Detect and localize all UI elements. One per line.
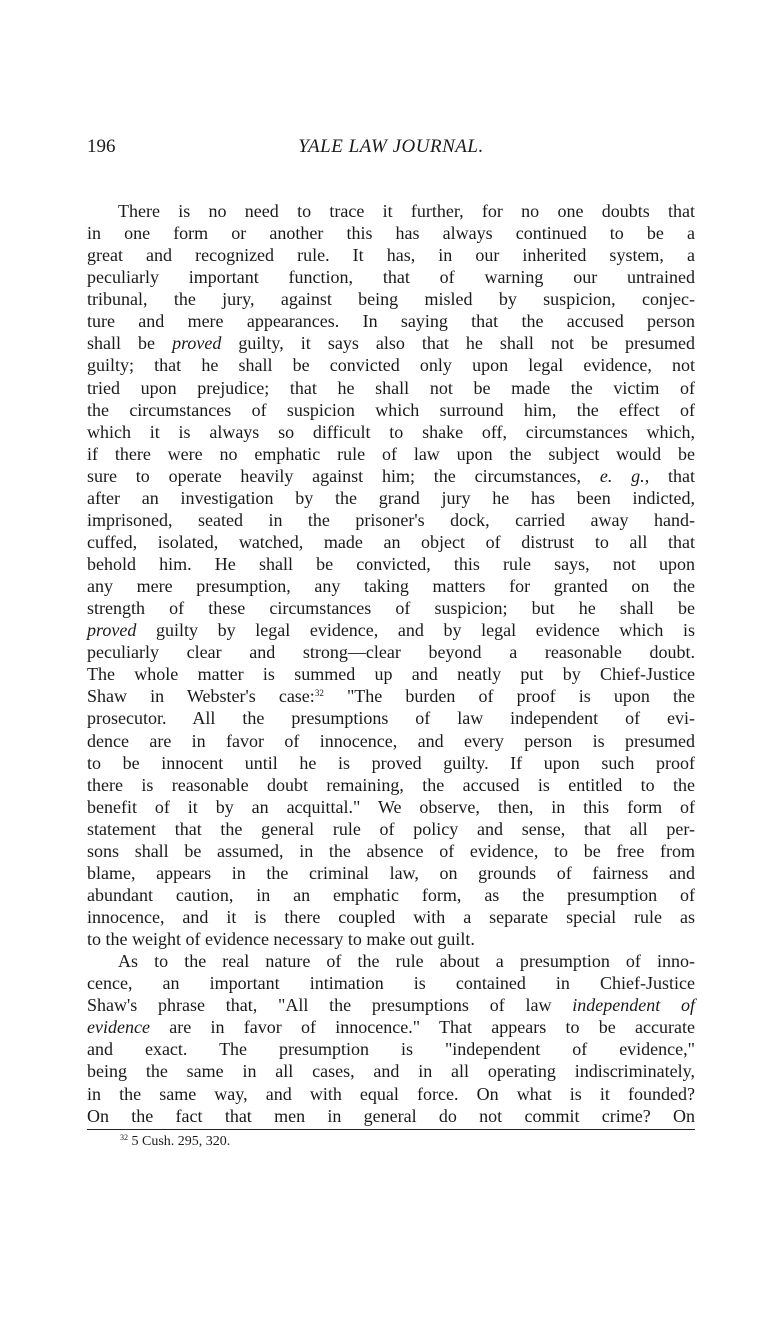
text-run: guilty, it says also that he shall not be presumed <box>221 333 695 354</box>
text-line <box>87 288 695 310</box>
text-line <box>87 994 695 1016</box>
text-run: guilty; that he shall be convicted only upon legal evidence, not <box>87 355 695 376</box>
text-line <box>87 928 695 950</box>
text-line <box>87 597 695 619</box>
italic-text: proved <box>172 333 222 354</box>
text-line <box>87 509 695 531</box>
text-line <box>87 840 695 862</box>
text-run: statement that the general rule of policy and sense, that all per- <box>87 818 695 839</box>
footnote-marker: 32 <box>120 1133 128 1142</box>
text-line <box>87 421 695 443</box>
text-run: to the weight of evidence necessary to make out guilt. <box>87 929 475 950</box>
text-line <box>87 1060 695 1082</box>
text-run: prosecutor. All the presumptions of law independent of evi- <box>87 708 695 729</box>
text-line <box>87 553 695 575</box>
text-line <box>87 377 695 399</box>
text-line <box>87 796 695 818</box>
page-number: 196 <box>87 136 116 157</box>
text-line <box>87 244 695 266</box>
text-line <box>87 1083 695 1105</box>
text-run: blame, appears in the criminal law, on grounds of fairness and <box>87 862 695 883</box>
text-run: to be innocent until he is proved guilty. If upon such proof <box>87 752 695 773</box>
text-run: behold him. He shall be convicted, this rule says, not upon <box>87 554 695 574</box>
text-run: the circumstances of suspicion which surround him, the effect of <box>87 399 695 420</box>
text-run: , that <box>644 465 695 486</box>
text-run: peculiarly clear and strong—clear beyond a reasonable doubt. <box>87 642 695 663</box>
italic-text: proved <box>87 620 137 641</box>
text-run: tried upon prejudice; that he shall not be made the victim of <box>87 377 695 398</box>
text-line <box>87 641 695 663</box>
text-run: Shaw in Webster's case: <box>87 686 315 707</box>
text-run: As to the real nature of the rule about a presumption of inno- <box>118 951 695 972</box>
text-run: peculiarly important function, that of warning our untrained <box>87 267 695 288</box>
text-run: sure to operate heavily against him; the circumstances, <box>87 465 600 486</box>
text-line <box>87 730 695 752</box>
text-line <box>87 1038 695 1060</box>
text-line <box>87 1105 695 1127</box>
text-run: dence are in favor of innocence, and every person is presumed <box>87 730 695 751</box>
text-line <box>87 310 695 332</box>
text-run: sons shall be assumed, in the absence of evidence, to be free from <box>87 840 695 861</box>
text-run: strength of these circumstances of suspicion; but he shall be <box>87 598 695 619</box>
italic-text: e. g. <box>599 465 645 486</box>
text-run: innocence, and it is there coupled with a separate special rule as <box>87 907 695 927</box>
text-line <box>87 222 695 244</box>
text-run: in the same way, and with equal force. On what is it founded? <box>87 1083 695 1104</box>
text-run: there is reasonable doubt remaining, the accused is entitled to the <box>87 774 695 795</box>
text-line <box>87 685 695 707</box>
running-header <box>87 136 695 160</box>
text-line <box>87 818 695 840</box>
text-run: On the fact that men in general do not commit crime? On <box>87 1105 695 1126</box>
text-line <box>87 774 695 796</box>
text-run: The whole matter is summed up and neatly put by Chief-Justice <box>87 664 695 685</box>
text-run: any mere presumption, any taking matters for granted on the <box>87 576 695 597</box>
footnote-reference: 32 <box>314 688 324 699</box>
text-line <box>87 399 695 421</box>
text-line <box>87 752 695 774</box>
text-line <box>87 1016 695 1038</box>
text-line <box>87 972 695 994</box>
text-line <box>87 531 695 553</box>
text-run: which it is always so difficult to shake off, circumstances which, <box>87 421 695 442</box>
text-run: in one form or another this has always continued to be a <box>87 223 695 244</box>
text-run: benefit of it by an acquittal." We observe, then, in this form of <box>87 796 695 817</box>
italic-text: independent of <box>572 995 695 1016</box>
text-run: "The burden of proof is upon the <box>323 686 695 707</box>
text-run: great and recognized rule. It has, in our inherited system, a <box>87 245 695 266</box>
footnote-divider <box>87 1129 695 1130</box>
text-run: imprisoned, seated in the prisoner's dock, carried away hand- <box>87 509 695 530</box>
text-run: and exact. The presumption is "independent of evidence," <box>87 1039 695 1060</box>
text-line <box>87 884 695 906</box>
text-run: if there were no emphatic rule of law upon the subject would be <box>87 443 695 464</box>
text-line <box>87 487 695 509</box>
text-line <box>87 443 695 465</box>
text-line <box>87 619 695 641</box>
text-line <box>87 266 695 288</box>
text-run: being the same in all cases, and in all operating indiscriminately, <box>87 1061 695 1082</box>
text-line <box>87 707 695 729</box>
text-line <box>87 354 695 376</box>
text-run: Shaw's phrase that, "All the presumptions of law <box>87 995 573 1016</box>
text-line <box>87 200 695 222</box>
text-line <box>87 575 695 597</box>
text-run: cuffed, isolated, watched, made an object of distrust to all that <box>87 531 695 552</box>
text-run: after an investigation by the grand jury he has been indicted, <box>87 487 695 508</box>
text-line <box>87 332 695 354</box>
body-text <box>87 200 695 1127</box>
text-run: There is no need to trace it further, for no one doubts that <box>118 201 695 221</box>
text-run: are in favor of innocence." That appears to be accurate <box>149 1017 695 1038</box>
text-run: tribunal, the jury, against being misled by suspicion, conjec- <box>87 289 695 310</box>
text-line <box>87 862 695 884</box>
text-run: cence, an important intimation is contained in Chief-Justice <box>87 973 695 994</box>
text-line <box>87 906 695 928</box>
text-run: guilty by legal evidence, and by legal evidence which is <box>136 620 695 641</box>
running-title: YALE LAW JOURNAL. <box>298 136 484 157</box>
text-run: abundant caution, in an emphatic form, as the presumption of <box>87 884 695 905</box>
text-run: shall be <box>87 333 173 354</box>
footnote <box>120 1134 230 1150</box>
italic-text: evidence <box>87 1017 150 1038</box>
text-line <box>87 663 695 685</box>
text-run: ture and mere appearances. In saying that the accused person <box>87 311 695 332</box>
footnote-text: 5 Cush. 295, 320. <box>128 1134 231 1149</box>
text-line <box>87 950 695 972</box>
text-line <box>87 465 695 487</box>
